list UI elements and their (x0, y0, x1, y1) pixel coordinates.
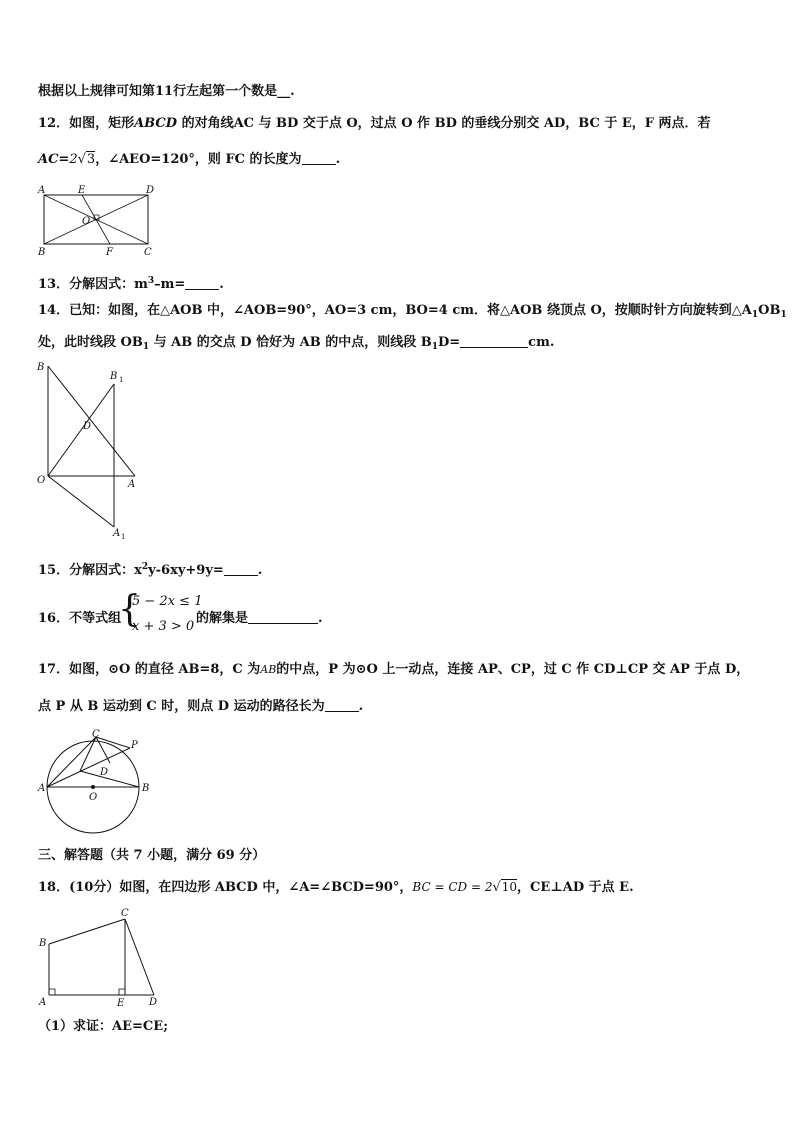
figure-quadrilateral-abcd (36, 904, 162, 1010)
question-13: 13．分解因式：$m^3-m=$ . (38, 276, 224, 292)
section-3-heading: 三、解答题（共 7 小题，满分 69 分） (38, 848, 266, 863)
label-O: O (37, 475, 46, 486)
arc-ab: AB (260, 663, 277, 676)
question-16-prefix: 16．不等式组 (38, 611, 122, 626)
label-O: O (82, 216, 91, 227)
label-D: D (100, 767, 109, 778)
label-C: C (92, 729, 100, 740)
question-12-line2: AC=2√3，∠AEO=120°，则 FC 的长度为 . (38, 152, 341, 167)
label-B: B (142, 783, 150, 794)
question-14-line1: 14．已知：如图，在△AOB 中，∠AOB=90°，AO=3 cm，BO=4 cm．将△AOB 绕顶点 O，按顺时针方向旋转到$\triangle A_1OB_1$ (38, 303, 787, 320)
label-B: B (37, 362, 45, 373)
label-C: C (144, 247, 152, 258)
label-B: B (39, 938, 47, 949)
inequality-1: 5 − 2x ≤ 1 (132, 594, 203, 609)
figure-circle-o (36, 726, 160, 836)
question-18: 18．(10分）如图，在四边形 ABCD 中，∠A=∠BCD=90°，BC = CD = 2√10，CE⊥AD 于点 E. (38, 880, 634, 895)
question-12-line1: 12．如图，矩形ABCD 的对角线AC 与 BD 交于点 O，过点 O 作 BD 的垂线分别交 AD，BC 于 E，F 两点．若 (38, 116, 711, 131)
inequality-2: x + 3 > 0 (132, 619, 195, 634)
question-17-line1: 17．如图，⊙O 的直径 AB=8，C 为AB的中点，P 为⊙O 上一动点，连接 AP、CP，过 C 作 CD⊥CP 交 AP 于点 D， (38, 662, 750, 677)
label-D: D (149, 997, 158, 1008)
svg-text:1: 1 (121, 533, 126, 540)
label-D: D (146, 185, 155, 196)
question-15: 15．分解因式：$x^2y-6xy+9y=$ . (38, 562, 263, 578)
label-A: A (128, 479, 136, 490)
label-A: A (39, 997, 47, 1008)
answer-blank[interactable] (248, 610, 318, 624)
label-F: F (106, 247, 113, 258)
label-E: E (78, 185, 86, 196)
prev-question-tail: 根据以上规律可知第11行左起第一个数是__. (38, 84, 295, 99)
question-17-line2: 点 P 从 B 运动到 C 时，则点 D 运动的路径长为 . (38, 699, 364, 714)
answer-blank[interactable] (460, 334, 528, 348)
question-16-suffix: 的解集是 . (196, 611, 323, 626)
label-A1: A (113, 528, 121, 539)
question-18-part-1: （1）求证：AE=CE; (38, 1019, 168, 1034)
label-P: P (131, 740, 138, 751)
question-14-line2: 处，此时线段 $OB_1$ 与 AB 的交点 D 恰好为 AB 的中点，则线段 $B_1D=$ cm. (38, 335, 555, 352)
label-A: A (38, 185, 46, 196)
answer-blank[interactable] (302, 151, 336, 165)
system-brace: { (118, 589, 141, 630)
svg-text:1: 1 (119, 376, 124, 384)
figure-rotated-triangle (34, 358, 142, 540)
label-A: A (38, 783, 46, 794)
answer-blank[interactable] (325, 698, 359, 712)
label-D: D (83, 421, 92, 432)
label-B1: B (110, 371, 118, 382)
label-B: B (38, 247, 46, 258)
label-E: E (117, 998, 125, 1009)
answer-blank[interactable] (185, 276, 219, 290)
answer-blank[interactable] (224, 562, 258, 576)
label-C: C (121, 908, 129, 919)
figure-rectangle-abcd (36, 184, 162, 258)
label-O: O (89, 792, 98, 803)
